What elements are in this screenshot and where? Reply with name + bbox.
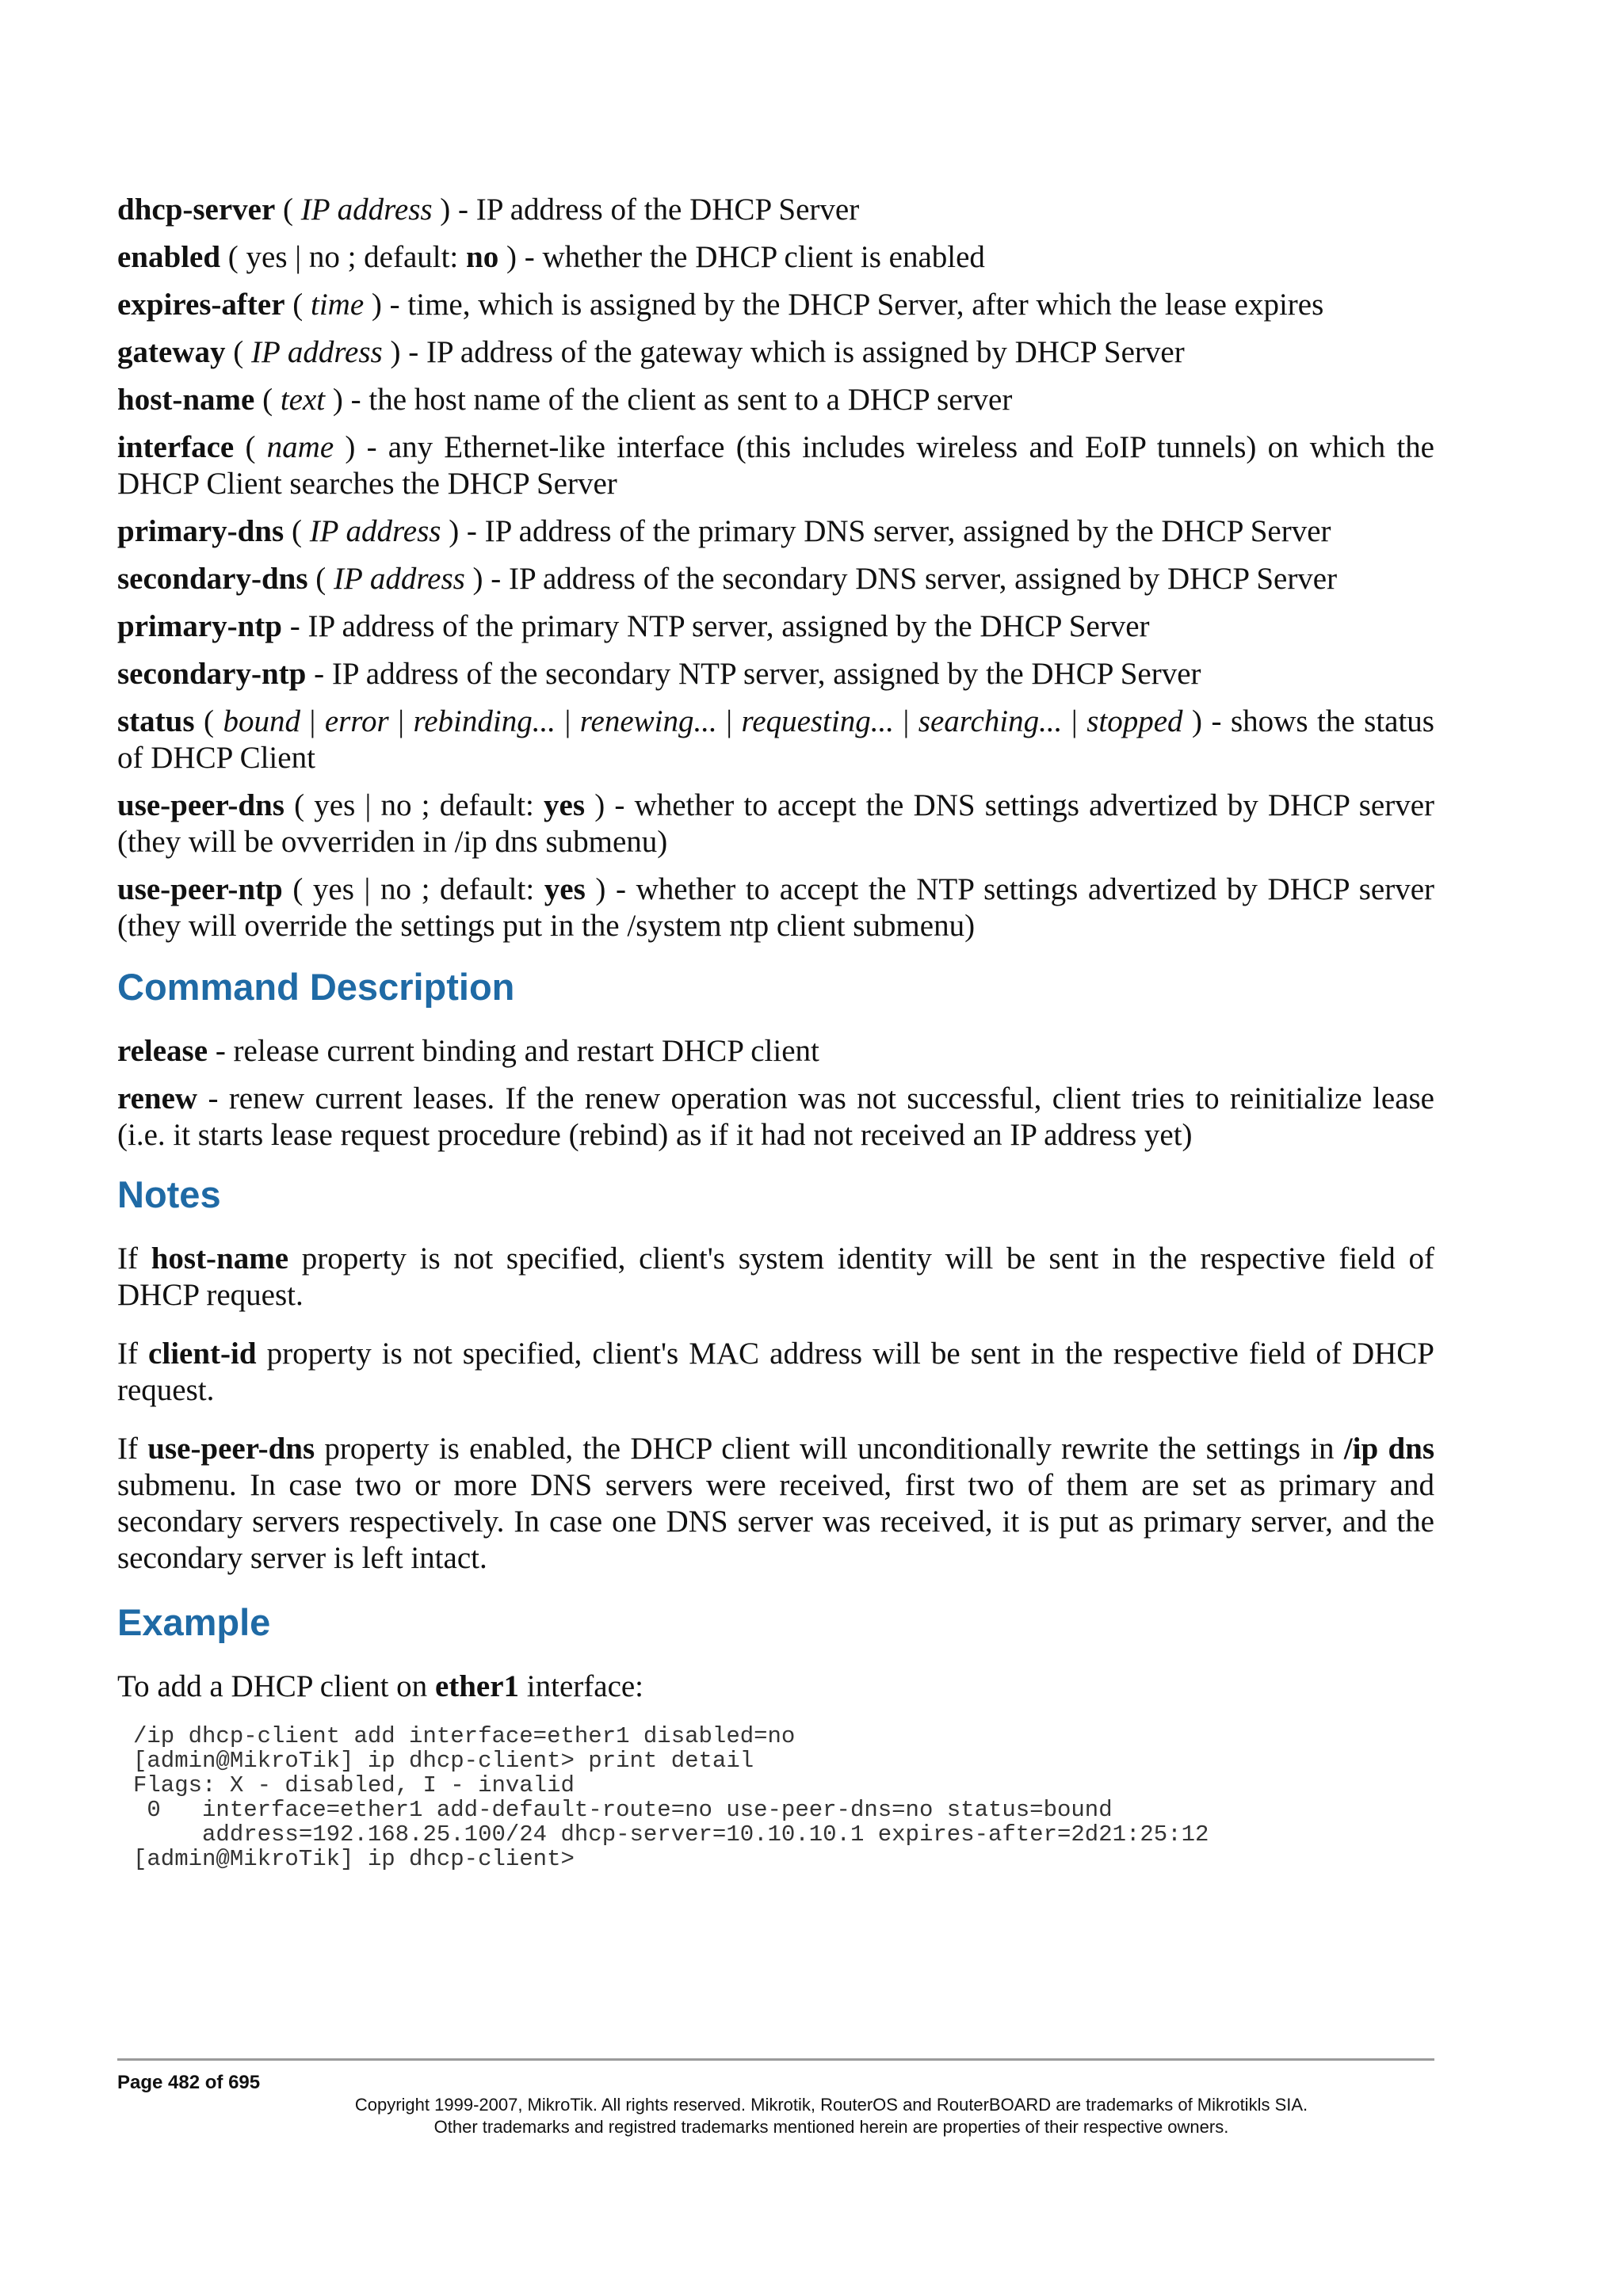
italic-text: bound — [223, 704, 301, 738]
example-heading: Example — [117, 1601, 271, 1643]
property-enabled: enabled ( yes | no ; default: no ) - whether the DHCP client is enabled — [117, 240, 985, 274]
page-content — [117, 192, 1434, 1871]
property-name: secondary-ntp — [117, 657, 307, 691]
italic-text: stopped — [1086, 704, 1183, 738]
italic-text: IP address — [334, 562, 465, 596]
property-expires-after: expires-after ( time ) - time, which is assigned by the DHCP Server, after which the lease expires — [117, 288, 1324, 322]
code-line: [admin@MikroTik] ip dhcp-client> print detail — [133, 1748, 754, 1774]
italic-text: renewing... — [579, 704, 717, 738]
italic-text: IP address — [300, 193, 433, 227]
italic-text: IP address — [309, 514, 441, 548]
property-name: enabled — [117, 240, 221, 274]
property-interface: interface ( name ) - any Ethernet-like interface (this includes wireless and EoIP tunnels) on which the DHCP Client searches the DHCP Server — [117, 430, 1434, 501]
code-line: Flags: X - disabled, I - invalid — [133, 1772, 575, 1798]
example-intro: To add a DHCP client on ether1 interface: — [117, 1669, 644, 1703]
notes-list — [117, 1241, 1434, 1577]
property-name: interface — [117, 430, 235, 464]
bold-text: use-peer-dns — [147, 1432, 315, 1466]
property-use-peer-ntp: use-peer-ntp ( yes | no ; default: yes ) - whether to accept the NTP settings advertized by DHCP server (they will override the settings put in the /system ntp client submenu) — [117, 872, 1435, 943]
code-block — [133, 1724, 1434, 1871]
italic-text: name — [266, 430, 334, 464]
bold-text: client-id — [148, 1337, 257, 1371]
property-primary-ntp: primary-ntp - IP address of the primary NTP server, assigned by the DHCP Server — [117, 609, 1150, 643]
command-description-heading: Command Description — [117, 966, 515, 1008]
property-status: status ( bound | error | rebinding... | renewing... | requesting... | searching... | stopped ) - shows the status of DHCP Client — [117, 704, 1434, 775]
property-secondary-dns: secondary-dns ( IP address ) - IP address of the secondary DNS server, assigned by DHCP Server — [117, 562, 1338, 596]
property-name: primary-ntp — [117, 609, 282, 643]
property-secondary-ntp: secondary-ntp - IP address of the secondary NTP server, assigned by the DHCP Server — [117, 657, 1201, 691]
page-number: Page 482 of 695 — [117, 2072, 261, 2093]
property-name: host-name — [117, 383, 255, 417]
bold-text: yes — [544, 872, 586, 906]
code-line: /ip dhcp-client add interface=ether1 disabled=no — [133, 1723, 796, 1749]
property-name: gateway — [117, 335, 226, 369]
command-name: release — [117, 1034, 208, 1068]
command-name: renew — [117, 1081, 198, 1116]
property-name: use-peer-ntp — [117, 872, 283, 906]
command-list — [117, 1033, 1434, 1154]
bold-text: no — [466, 240, 499, 274]
property-list — [117, 192, 1434, 944]
code-line: [admin@MikroTik] ip dhcp-client> — [133, 1846, 575, 1872]
note-paragraph: If host-name property is not specified, client's system identity will be sent in the respective field of DHCP request. — [117, 1241, 1434, 1312]
property-primary-dns: primary-dns ( IP address ) - IP address of the primary DNS server, assigned by the DHCP Server — [117, 514, 1331, 548]
command-release: release - release current binding and restart DHCP client — [117, 1034, 819, 1068]
italic-text: time — [311, 288, 365, 322]
property-name: primary-dns — [117, 514, 285, 548]
code-line: 0 interface=ether1 add-default-route=no use-peer-dns=no status=bound — [133, 1797, 1113, 1823]
italic-text: text — [280, 383, 326, 417]
italic-text: rebinding... — [413, 704, 556, 738]
page-footer — [117, 2058, 1434, 2138]
property-use-peer-dns: use-peer-dns ( yes | no ; default: yes ) - whether to accept the DNS settings advertized by DHCP server (they will be ovverriden in /ip dns submenu) — [117, 788, 1434, 859]
notes-heading: Notes — [117, 1173, 221, 1215]
property-dhcp-server: dhcp-server ( IP address ) - IP address of the DHCP Server — [117, 193, 860, 227]
command-renew: renew - renew current leases. If the renew operation was not successful, client tries to reinitialize lease (i.e. it starts lease request procedure (rebind) as if it had not received an IP address yet) — [117, 1081, 1434, 1152]
italic-text: searching... — [918, 704, 1063, 738]
property-name: use-peer-dns — [117, 788, 285, 822]
copyright-line-1: Copyright 1999-2007, MikroTik. All rights reserved. Mikrotik, RouterOS and RouterBOARD are trademarks of Mikrotikls SIA. — [354, 2095, 1308, 2115]
property-gateway: gateway ( IP address ) - IP address of the gateway which is assigned by DHCP Server — [117, 335, 1185, 369]
property-host-name: host-name ( text ) - the host name of the client as sent to a DHCP server — [117, 383, 1013, 417]
property-name: expires-after — [117, 288, 285, 322]
copyright-line-2: Other trademarks and registred trademarks mentioned herein are properties of their respective owners. — [433, 2117, 1229, 2137]
bold-text: host-name — [151, 1241, 289, 1276]
property-name: dhcp-server — [117, 193, 276, 227]
note-paragraph: If use-peer-dns property is enabled, the DHCP client will unconditionally rewrite the settings in /ip dns submenu. In case two or more DNS servers were received, first two of them are set as primary and secondary servers respectively. In case one DNS server was received, it is put as primary server, and the secondary server is left intact. — [117, 1432, 1435, 1575]
italic-text: IP address — [250, 335, 383, 369]
bold-text: yes — [544, 788, 586, 822]
bold-text: ether1 — [434, 1669, 520, 1703]
property-name: status — [117, 704, 195, 738]
italic-text: error — [324, 704, 389, 738]
property-name: secondary-dns — [117, 562, 308, 596]
footer-divider — [117, 2058, 1434, 2061]
note-paragraph: If client-id property is not specified, client's MAC address will be sent in the respective field of DHCP request. — [117, 1337, 1434, 1407]
italic-text: requesting... — [741, 704, 894, 738]
code-line: address=192.168.25.100/24 dhcp-server=10.10.10.1 expires-after=2d21:25:12 — [133, 1821, 1209, 1848]
bold-text: /ip dns — [1343, 1432, 1435, 1466]
